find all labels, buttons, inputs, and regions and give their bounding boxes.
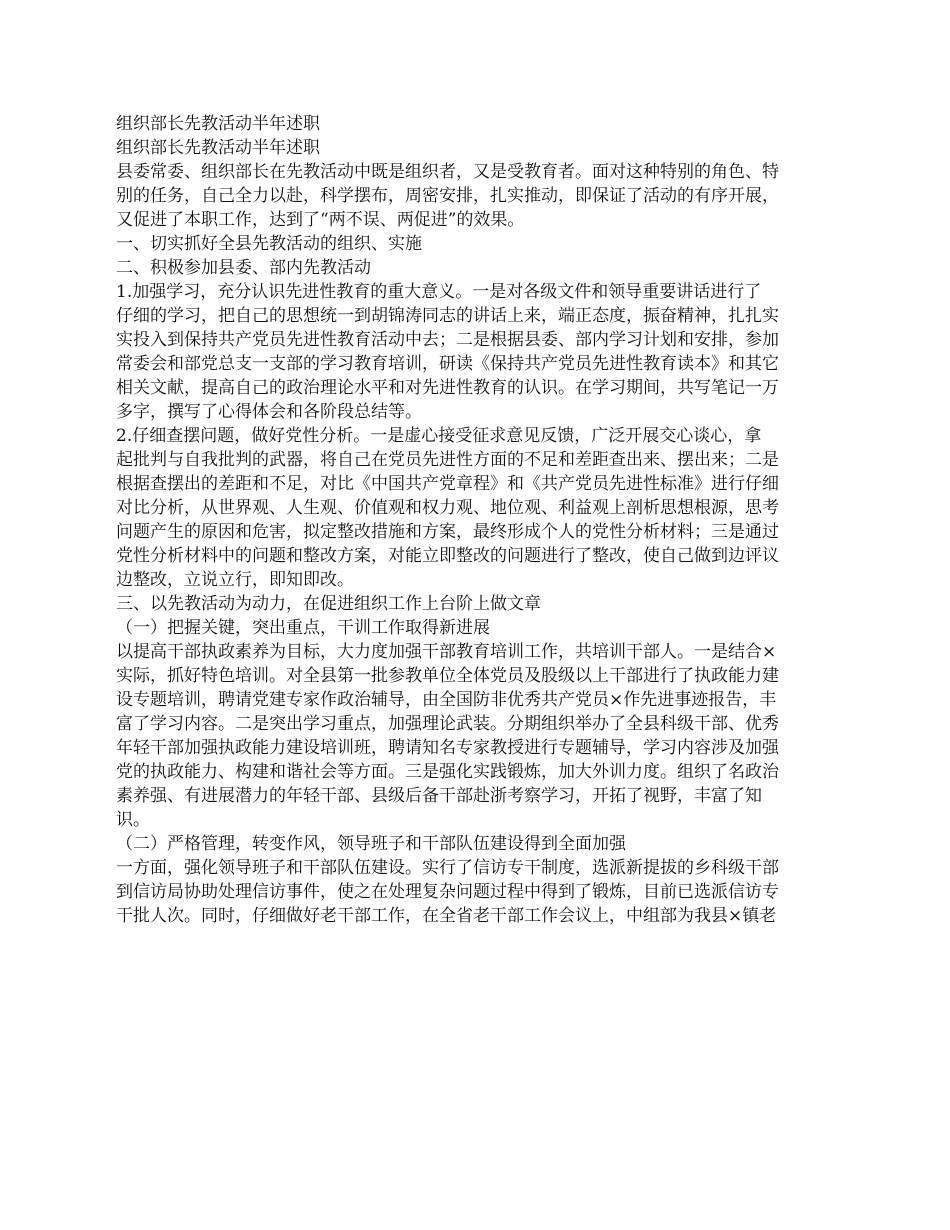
intro-paragraph: 县委常委、组织部长在先教活动中既是组织者，又是受教育者。面对这种特别的角色、特 别的任务，自己全力以赴，科学摆布，周密安排，扎实推动，即保证了活动的有序开展， 又促进了本职工作，达到了“两不误、两促进”的效果。 bbox=[116, 162, 779, 230]
document-title: 组织部长先教活动半年述职 bbox=[116, 114, 320, 134]
section-heading-1: 一、切实抓好全县先教活动的组织、实施 bbox=[116, 234, 422, 254]
subsection-paragraph-1: 以提高干部执政素养为目标，大力度加强干部教育培训工作，共培训干部人。一是结合× 实际，抓好特色培训。对全县第一批参教单位全体党员及股级以上干部进行了执政能力建 设专题培训，聘请党建专家作政治辅导，由全国防非优秀共产党员×作先进事迹报告，丰 富了学习内容。二是突出学习重点，加强理论武装。分期组织举办了全县科级干部、优秀 年轻干部加强执政能力建设培训班，聘请知名专家教授进行专题辅导，学习内容涉及加强 党的执政能力、构建和谐社会等方面。三是强化实践锻炼，加大外训力度。组织了名政治 素养强、有进展潜力的年轻干部、县级后备干部赴浙考察学习，开拓了视野，丰富了知 识。 bbox=[116, 642, 779, 830]
section-heading-3: 三、以先教活动为动力，在促进组织工作上台阶上做文章 bbox=[116, 594, 541, 614]
subsection-heading-2: （二）严格管理，转变作风，领导班子和干部队伍建设得到全面加强 bbox=[116, 834, 626, 854]
item-paragraph-2: 2.仔细查摆问题，做好党性分析。一是虚心接受征求意见反馈，广泛开展交心谈心，拿 起批判与自我批判的武器，将自己在党员先进性方面的不足和差距查出来、摆出来；二是 根据查摆出的差距和不足，对比《中国共产党章程》和《共产党员先进性标准》进行仔细 对比分析，从世界观、人生观、价值观和权力观、地位观、利益观上剖析思想根源，思考 问题产生的原因和危害，拟定整改措施和方案，最终形成个人的党性分析材料；三是通过 党性分析材料中的问题和整改方案，对能立即整改的问题进行了整改，使自己做到边评议 边整改，立说立行，即知即改。 bbox=[116, 426, 779, 590]
subsection-paragraph-2: 一方面，强化领导班子和干部队伍建设。实行了信访专干制度，选派新提拔的乡科级干部 到信访局协助处理信访事件，使之在处理复杂问题过程中得到了锻炼，目前已选派信访专 干批人次。同时，仔细做好老干部工作，在全省老干部工作会议上，中组部为我县×镇老 bbox=[116, 858, 779, 926]
section-heading-2: 二、积极参加县委、部内先教活动 bbox=[116, 258, 371, 278]
document-title-repeat: 组织部长先教活动半年述职 bbox=[116, 138, 320, 158]
document-page bbox=[116, 112, 846, 928]
subsection-heading-1: （一）把握关键，突出重点，干训工作取得新进展 bbox=[116, 618, 490, 638]
item-paragraph-1: 1.加强学习，充分认识先进性教育的重大意义。一是对各级文件和领导重要讲话进行了 仔细的学习，把自己的思想统一到胡锦涛同志的讲话上来，端正态度，振奋精神，扎扎实 实投入到保持共产党员先进性教育活动中去；二是根据县委、部内学习计划和安排，参加 常委会和部党总支一支部的学习教育培训，研读《保持共产党员先进性教育读本》和其它 相关文献，提高自己的政治理论水平和对先进性教育的认识。在学习期间，共写笔记一万 多字，撰写了心得体会和各阶段总结等。 bbox=[116, 282, 779, 422]
